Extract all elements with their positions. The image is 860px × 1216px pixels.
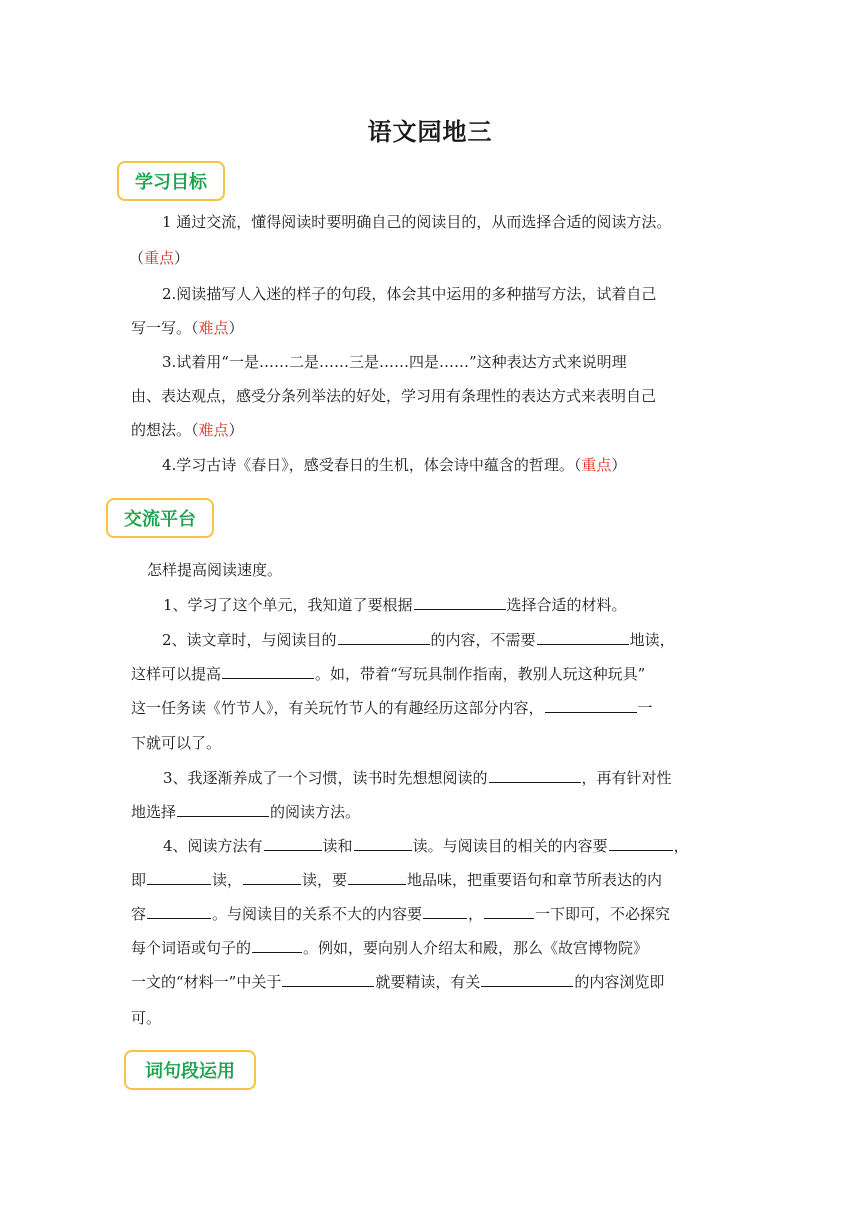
text: 的阅读方法。 xyxy=(270,803,361,821)
text: 选择合适的材料。 xyxy=(506,596,627,614)
text: 地品味，把重要语句和章节所表达的内 xyxy=(407,871,663,889)
text: 就要精读，有关 xyxy=(375,973,481,991)
paren: ） xyxy=(611,456,627,474)
paren: ） xyxy=(228,421,244,439)
text: 一文的“材料一”中关于 xyxy=(131,973,282,991)
text: 写一写。（ xyxy=(131,319,199,337)
section-label-goals: 学习目标 xyxy=(117,161,225,201)
text: 。与阅读目的关系不大的内容要 xyxy=(212,905,423,923)
text: 地选择 xyxy=(131,803,177,821)
fill-blank[interactable] xyxy=(222,664,314,679)
goal-4-line xyxy=(162,455,626,475)
exchange-p3-line-1 xyxy=(163,768,672,788)
text: 4、阅读方法有 xyxy=(163,837,263,855)
fill-blank[interactable] xyxy=(147,904,211,919)
text: 每个词语或句子的 xyxy=(131,939,252,957)
goal-2-line-1: 2.阅读描写人入迷的样子的句段，体会其中运用的多种描写方法，试着自己 xyxy=(162,285,657,303)
text: 读，要 xyxy=(302,871,348,889)
key-point-label: 重点 xyxy=(144,249,175,267)
text: 这一任务读《竹节人》，有关玩竹节人的有趣经历这部分内容， xyxy=(131,699,544,717)
text: 的内容，不需要 xyxy=(430,631,536,649)
fill-blank[interactable] xyxy=(338,630,430,645)
paren: ） xyxy=(174,249,190,267)
text: 。如，带着“写玩具制作指南，教别人玩这种玩具” xyxy=(315,665,646,683)
text: 。例如，要向别人介绍太和殿，那么《故宫博物院》 xyxy=(303,939,649,957)
page-title: 语文园地三 xyxy=(367,118,493,146)
exchange-p2-line-4: 下就可以了。 xyxy=(131,734,222,752)
key-point-label: 重点 xyxy=(581,456,612,474)
fill-blank[interactable] xyxy=(537,630,629,645)
fill-blank[interactable] xyxy=(414,595,506,610)
fill-blank[interactable] xyxy=(177,802,269,817)
fill-blank[interactable] xyxy=(282,972,374,987)
exchange-p3-line-2 xyxy=(131,802,360,822)
fill-blank[interactable] xyxy=(609,836,673,851)
goal-1-line-1: 1 通过交流，懂得阅读时要明确自己的阅读目的，从而选择合适的阅读方法。 xyxy=(162,213,672,231)
text: ，再有针对性 xyxy=(581,769,672,787)
exchange-p1 xyxy=(163,595,627,615)
text: 的内容浏览即 xyxy=(574,973,665,991)
text: 3、我逐渐养成了一个习惯，读书时先想想阅读的 xyxy=(163,769,488,787)
exchange-p2-line-3 xyxy=(131,698,653,718)
text: 一 xyxy=(637,699,653,717)
section-label-words: 词句段运用 xyxy=(124,1050,256,1090)
text: 4.学习古诗《春日》，感受春日的生机，体会诗中蕴含的哲理。（ xyxy=(162,456,582,474)
goal-3-line-1: 3.试着用“一是……二是……三是……四是……”这种表达方式来说明理 xyxy=(162,353,627,371)
paren: ） xyxy=(228,319,244,337)
text: 即 xyxy=(131,871,147,889)
paren: （ xyxy=(129,249,145,267)
text: 一下即可，不必探究 xyxy=(535,905,671,923)
goal-3-line-2: 由、表达观点，感受分条列举法的好处，学习用有条理性的表达方式来表明自己 xyxy=(131,387,657,405)
exchange-intro: 怎样提高阅读速度。 xyxy=(147,561,283,579)
fill-blank[interactable] xyxy=(348,870,406,885)
exchange-p4-line-5 xyxy=(131,972,664,992)
goal-2-line-2 xyxy=(131,318,244,338)
text: 容 xyxy=(131,905,147,923)
fill-blank[interactable] xyxy=(252,938,302,953)
exchange-p4-line-6: 可。 xyxy=(131,1009,162,1027)
goal-1-line-2 xyxy=(129,248,189,268)
exchange-p4-line-1 xyxy=(163,836,689,856)
exchange-p2-line-2 xyxy=(131,664,645,684)
fill-blank[interactable] xyxy=(545,698,637,713)
text: 读和 xyxy=(322,837,353,855)
fill-blank[interactable] xyxy=(147,870,211,885)
exchange-p4-line-3 xyxy=(131,904,670,924)
text: 的想法。（ xyxy=(131,421,199,439)
fill-blank[interactable] xyxy=(264,836,322,851)
difficult-point-label: 难点 xyxy=(198,421,229,439)
exchange-p4-line-2 xyxy=(131,870,662,890)
text: 这样可以提高 xyxy=(131,665,222,683)
fill-blank[interactable] xyxy=(423,904,467,919)
fill-blank[interactable] xyxy=(484,904,534,919)
text: 读。与阅读目的相关的内容要 xyxy=(412,837,608,855)
text: ， xyxy=(673,837,689,855)
fill-blank[interactable] xyxy=(243,870,301,885)
section-label-exchange: 交流平台 xyxy=(106,498,214,538)
exchange-p2-line-1 xyxy=(162,630,675,650)
fill-blank[interactable] xyxy=(354,836,412,851)
difficult-point-label: 难点 xyxy=(198,319,229,337)
text: ， xyxy=(468,905,484,923)
text: 2、读文章时，与阅读目的 xyxy=(162,631,337,649)
text: 读， xyxy=(212,871,243,889)
text: 地读， xyxy=(629,631,675,649)
fill-blank[interactable] xyxy=(489,768,581,783)
goal-3-line-3 xyxy=(131,420,244,440)
fill-blank[interactable] xyxy=(481,972,573,987)
text: 1、学习了这个单元，我知道了要根据 xyxy=(163,596,413,614)
exchange-p4-line-4 xyxy=(131,938,648,958)
